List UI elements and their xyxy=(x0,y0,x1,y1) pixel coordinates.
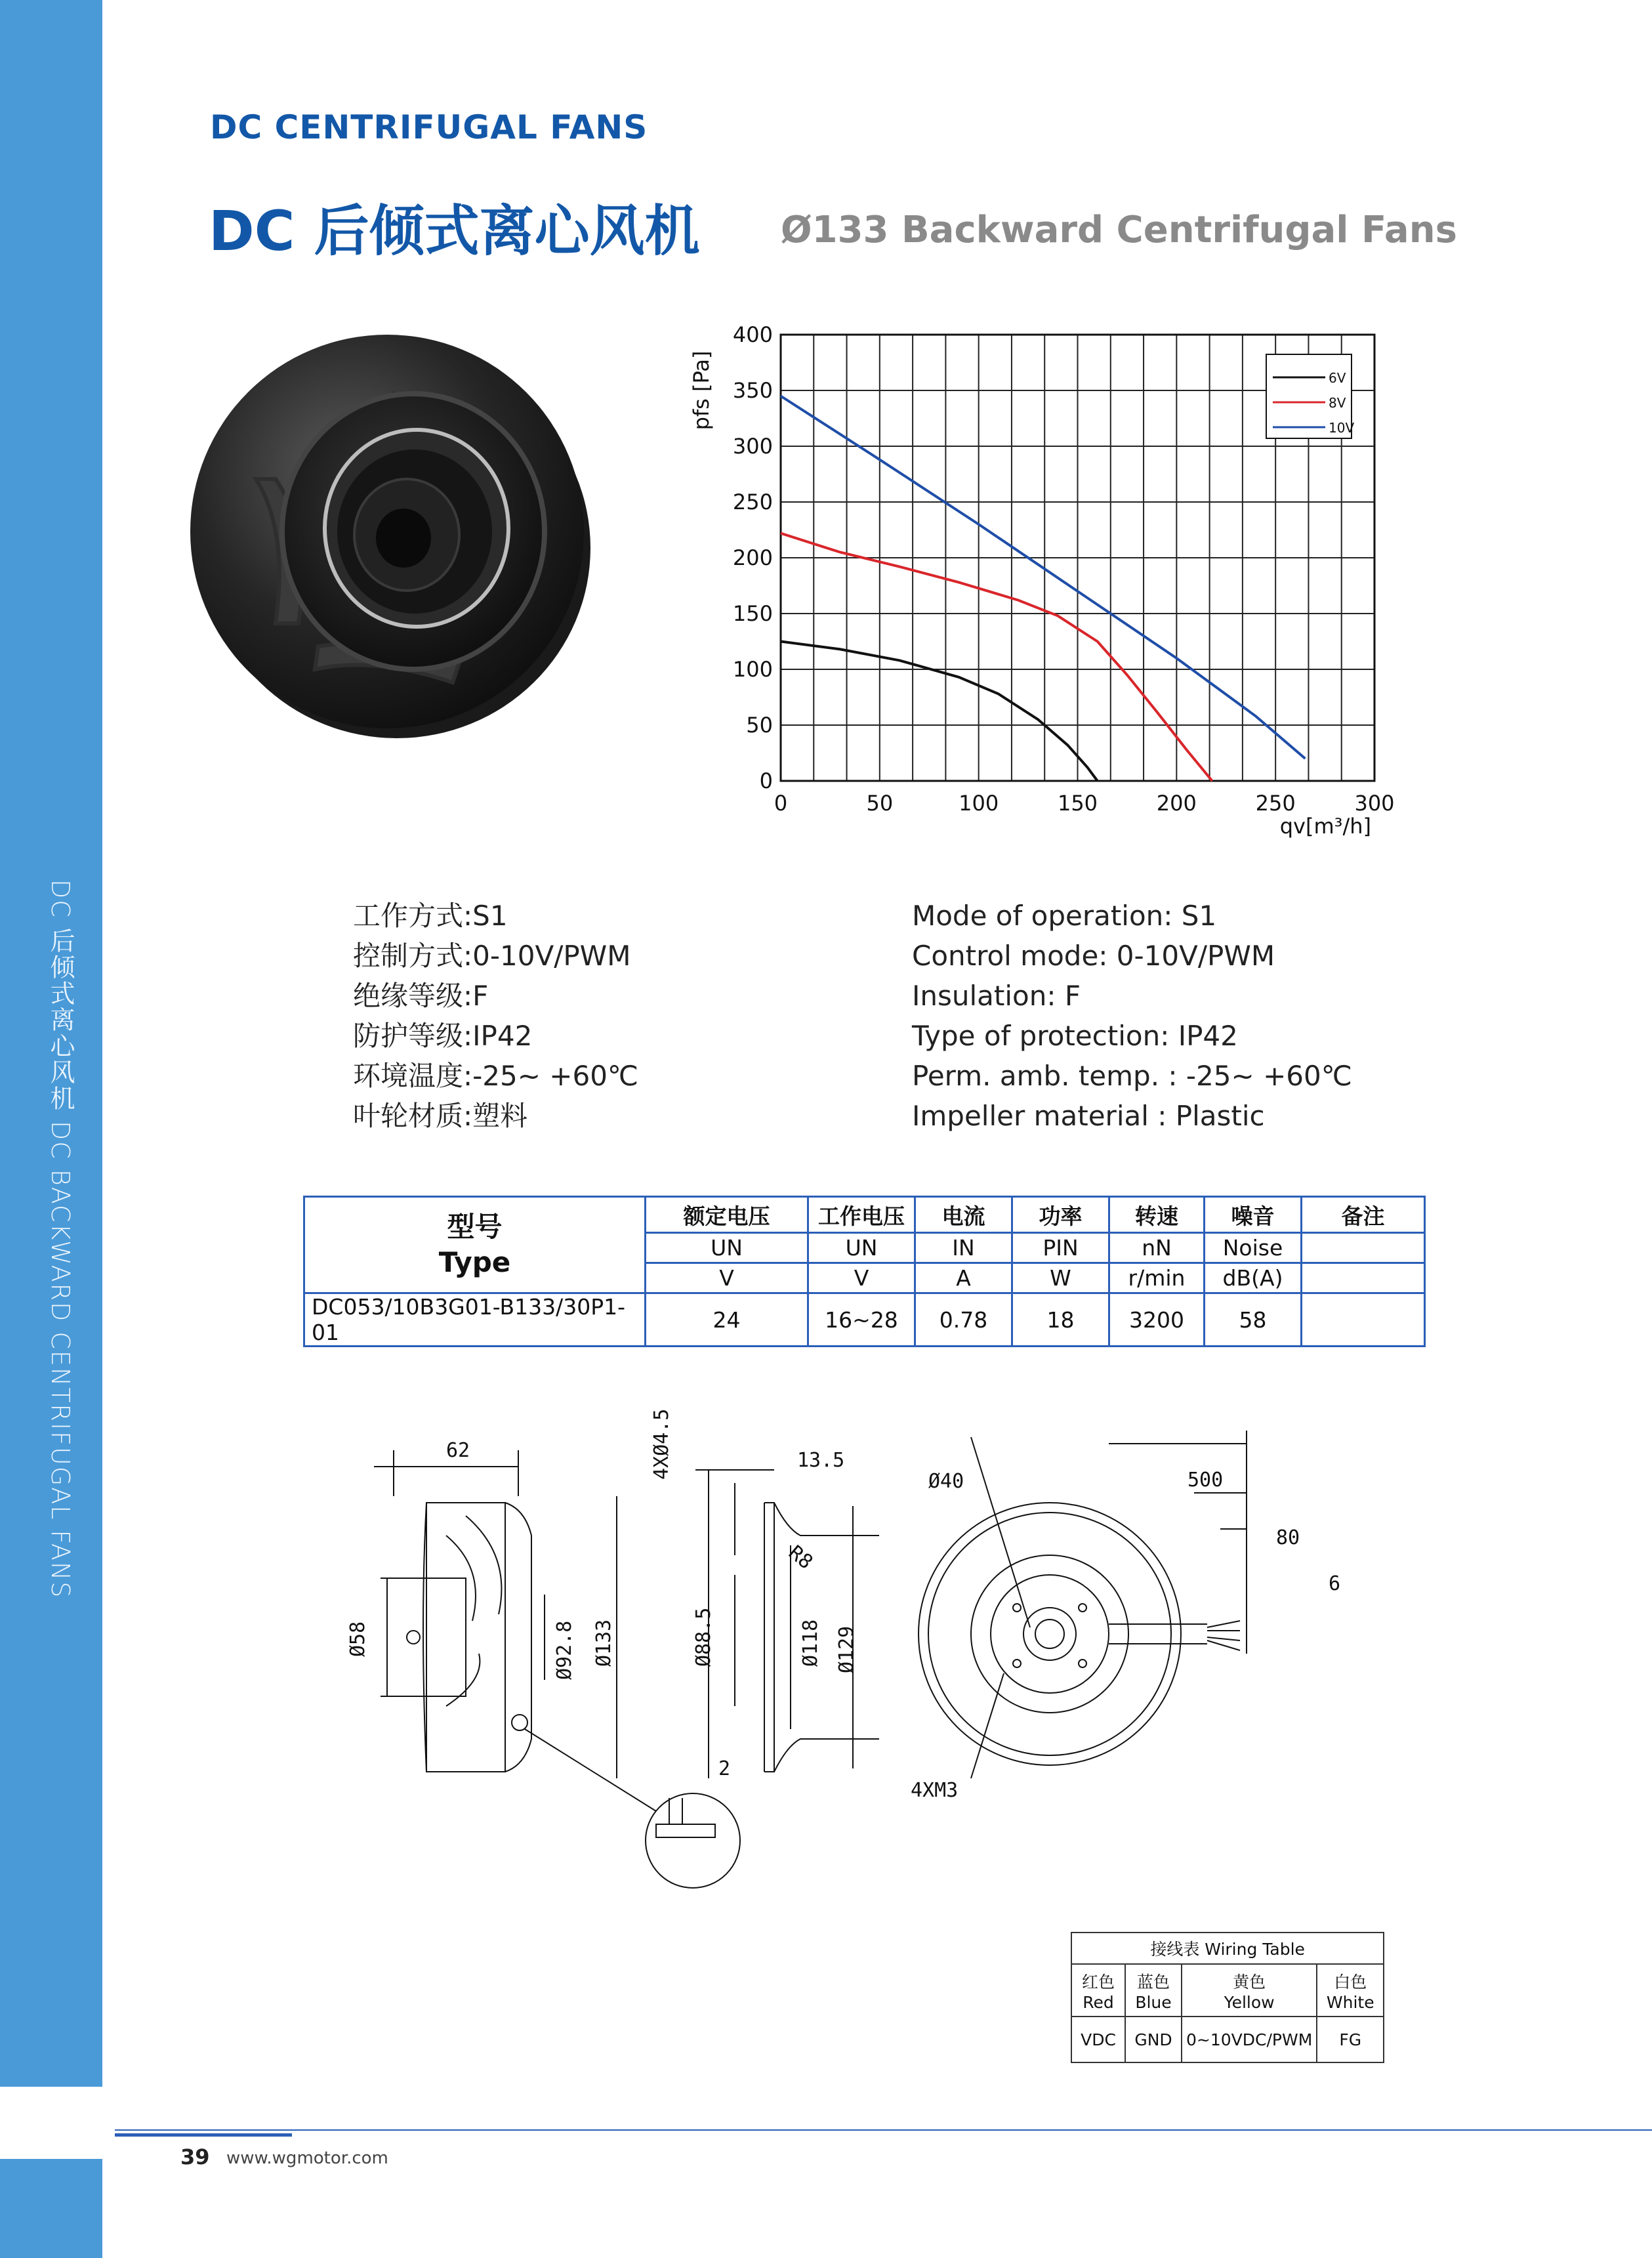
dim-40: Ø40 xyxy=(928,1470,964,1493)
website-link[interactable]: www.wgmotor.com xyxy=(226,2148,388,2168)
table-header: 工作电压 xyxy=(808,1197,915,1233)
legend-label: 6V xyxy=(1329,370,1346,386)
table-cell: 24 xyxy=(646,1293,808,1347)
sidebar-vertical-text: DC 后倾式离心风机 DC BACKWARD CENTRIFUGAL FANS xyxy=(46,879,75,1599)
table-cell: 0.78 xyxy=(915,1293,1012,1347)
x-tick-label: 0 xyxy=(774,791,788,816)
wire-function: GND xyxy=(1125,2017,1182,2062)
y-tick-label: 250 xyxy=(732,490,773,514)
dim-62: 62 xyxy=(446,1439,470,1462)
specs-chinese xyxy=(353,896,638,1136)
dim-500: 500 xyxy=(1187,1469,1224,1492)
table-header: 电流 xyxy=(915,1197,1012,1233)
model-cell: DC053/10B3G01-B133/30P1-01 xyxy=(304,1293,646,1347)
table-header: 额定电压 xyxy=(646,1197,808,1233)
y-tick-label: 100 xyxy=(732,657,773,682)
dimension-drawing xyxy=(315,1404,1391,1896)
dim-6: 6 xyxy=(1329,1572,1341,1595)
spec-row: Control mode: 0-10V/PWM xyxy=(912,940,1275,972)
table-unit: V xyxy=(646,1263,808,1293)
footer-rule xyxy=(115,2129,1652,2131)
dim-129: Ø129 xyxy=(835,1625,858,1673)
table-symbol: Noise xyxy=(1205,1233,1302,1263)
legend-label: 10V xyxy=(1329,420,1355,436)
spec-row: Type of protection: IP42 xyxy=(912,1020,1238,1052)
y-axis-label: pfs [Pa] xyxy=(689,350,714,430)
page-subtitle: Ø133 Backward Centrifugal Fans xyxy=(781,209,1457,251)
table-symbol: UN xyxy=(646,1233,808,1263)
x-tick-label: 300 xyxy=(1354,791,1395,816)
spec-row: 叶轮材质:塑料 xyxy=(353,1100,528,1132)
spec-table xyxy=(303,1196,1426,1347)
dim-4x45: 4XØ4.5 xyxy=(650,1408,673,1480)
spec-row: 环境温度:-25~ +60℃ xyxy=(353,1060,639,1092)
x-tick-label: 150 xyxy=(1057,791,1098,816)
wire-function: VDC xyxy=(1071,2017,1125,2062)
page-title: DC 后倾式离心风机 xyxy=(209,199,700,263)
y-tick-label: 350 xyxy=(732,378,773,403)
x-axis-label: qv[m³/h] xyxy=(1279,814,1371,839)
fan-product-image xyxy=(177,315,597,748)
y-tick-label: 150 xyxy=(732,601,773,626)
dim-13-5: 13.5 xyxy=(797,1449,845,1472)
series-line-10V xyxy=(781,396,1305,759)
table-header: 功率 xyxy=(1012,1197,1109,1233)
wire-color-white: 白色 White xyxy=(1317,1964,1384,2017)
spec-row: 控制方式:0-10V/PWM xyxy=(353,940,631,972)
table-symbol: IN xyxy=(915,1233,1012,1263)
spec-row: 工作方式:S1 xyxy=(353,900,508,932)
table-header: 转速 xyxy=(1109,1197,1205,1233)
table-cell: 3200 xyxy=(1109,1293,1205,1347)
chart-legend xyxy=(1266,354,1354,438)
table-cell xyxy=(1302,1293,1425,1347)
wire-function: 0~10VDC/PWM xyxy=(1182,2017,1317,2062)
specs-english xyxy=(912,896,1352,1136)
dim-118: Ø118 xyxy=(799,1619,822,1667)
table-symbol: UN xyxy=(808,1233,915,1263)
y-tick-label: 50 xyxy=(746,713,773,738)
y-tick-label: 200 xyxy=(732,545,773,570)
spec-row: Perm. amb. temp. : -25~ +60℃ xyxy=(912,1060,1352,1092)
spec-row: Impeller material : Plastic xyxy=(912,1100,1265,1132)
table-unit: dB(A) xyxy=(1205,1263,1302,1293)
wire-color-blue: 蓝色 Blue xyxy=(1125,1964,1182,2017)
section-view xyxy=(695,1470,879,1778)
x-tick-label: 250 xyxy=(1255,791,1296,816)
table-header: 噪音 xyxy=(1205,1197,1302,1233)
y-tick-label: 300 xyxy=(732,434,773,459)
table-symbol: PIN xyxy=(1012,1233,1109,1263)
table-cell: 16~28 xyxy=(808,1293,915,1347)
y-tick-label: 0 xyxy=(759,768,773,793)
type-header-cell: 型号 Type xyxy=(304,1197,646,1293)
footer-rule-accent xyxy=(115,2133,292,2137)
dim-2: 2 xyxy=(718,1757,731,1780)
table-unit: A xyxy=(915,1263,1012,1293)
legend-label: 8V xyxy=(1329,395,1346,411)
wire-color-red: 红色 Red xyxy=(1071,1964,1125,2017)
dim-r8: R8 xyxy=(784,1541,817,1574)
y-tick-label: 400 xyxy=(732,322,773,347)
wiring-table xyxy=(1071,1932,1384,2063)
dim-80: 80 xyxy=(1276,1526,1300,1549)
page-number: 39 xyxy=(180,2144,210,2169)
spec-row: 绝缘等级:F xyxy=(353,980,489,1012)
table-unit: V xyxy=(808,1263,915,1293)
sidebar-foot-band xyxy=(0,2159,102,2258)
table-cell: 18 xyxy=(1012,1293,1109,1347)
dim-4xm3: 4XM3 xyxy=(911,1779,959,1802)
performance-chart xyxy=(682,308,1417,853)
x-tick-label: 200 xyxy=(1156,791,1197,816)
wiring-title: 接线表 Wiring Table xyxy=(1071,1933,1384,1964)
chart-series xyxy=(781,396,1305,782)
series-line-8V xyxy=(781,533,1212,781)
table-unit: r/min xyxy=(1109,1263,1205,1293)
dim-133: Ø133 xyxy=(592,1619,615,1667)
x-tick-label: 100 xyxy=(959,791,999,816)
spec-row: Mode of operation: S1 xyxy=(912,900,1217,932)
x-tick-label: 50 xyxy=(866,791,894,816)
dim-58: Ø58 xyxy=(346,1621,369,1657)
table-cell: 58 xyxy=(1205,1293,1302,1347)
category-heading: DC CENTRIFUGAL FANS xyxy=(210,108,648,146)
wire-color-yellow: 黄色 Yellow xyxy=(1182,1964,1317,2017)
table-symbol: nN xyxy=(1109,1233,1205,1263)
table-header: 备注 xyxy=(1302,1197,1425,1233)
table-unit xyxy=(1302,1263,1425,1293)
spec-row: 防护等级:IP42 xyxy=(353,1020,533,1052)
dim-92: Ø92.8 xyxy=(553,1620,576,1680)
dim-88: Ø88.5 xyxy=(692,1607,715,1667)
table-symbol xyxy=(1302,1233,1425,1263)
table-unit: W xyxy=(1012,1263,1109,1293)
spec-row: Insulation: F xyxy=(912,980,1081,1012)
series-line-6V xyxy=(781,642,1098,782)
wire-function: FG xyxy=(1317,2017,1384,2062)
